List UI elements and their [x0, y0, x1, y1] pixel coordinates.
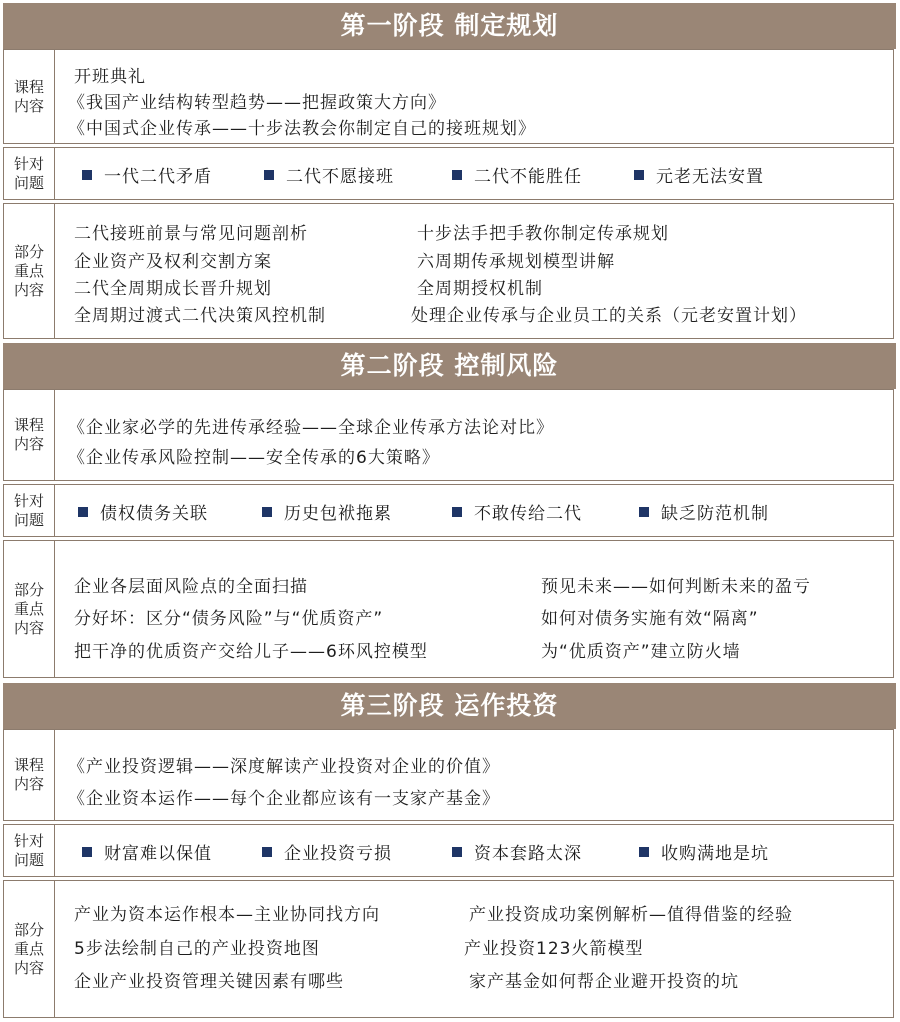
key-item: 5步法绘制自己的产业投资地图 [74, 939, 320, 959]
issue-item: 一代二代矛盾 [82, 162, 212, 187]
key-label: 部分重点内容 [4, 881, 55, 1017]
key-item: 企业产业投资管理关键因素有哪些 [74, 972, 344, 992]
course-label: 课程内容 [4, 730, 55, 820]
issue-item: 二代不能胜任 [452, 162, 582, 187]
key-label: 部分重点内容 [4, 541, 55, 677]
key-item: 如何对债务实施有效“隔离” [541, 609, 759, 629]
course-item: 《企业资本运作——每个企业都应该有一支家产基金》 [68, 789, 500, 809]
square-bullet-icon [78, 507, 88, 517]
key-item: 把干净的优质资产交给儿子——6环风控模型 [74, 642, 428, 662]
stage-2-key-row [3, 540, 894, 678]
issue-item: 元老无法安置 [634, 162, 764, 187]
key-item: 企业资产及权利交割方案 [74, 252, 272, 272]
key-item: 二代接班前景与常见问题剖析 [74, 224, 308, 244]
stage-2-course-row [3, 389, 894, 481]
issue-item: 二代不愿接班 [264, 162, 394, 187]
course-label: 课程内容 [4, 50, 55, 143]
target-label: 针对问题 [4, 825, 55, 876]
issue-item: 不敢传给二代 [452, 499, 582, 524]
issue-item: 债权债务关联 [78, 499, 208, 524]
stage-3-target-row [3, 824, 894, 877]
issue-item: 缺乏防范机制 [639, 499, 769, 524]
key-item: 处理企业传承与企业员工的关系（元老安置计划） [411, 306, 807, 326]
course-item: 《产业投资逻辑——深度解读产业投资对企业的价值》 [68, 757, 500, 777]
key-item: 分好坏：区分“债务风险”与“优质资产” [74, 609, 384, 629]
issue-item: 历史包袱拖累 [262, 499, 392, 524]
square-bullet-icon [82, 847, 92, 857]
key-label: 部分重点内容 [4, 204, 55, 338]
key-item: 二代全周期成长晋升规划 [74, 279, 272, 299]
stage-3-course-row [3, 729, 894, 821]
square-bullet-icon [452, 507, 462, 517]
course-item: 《中国式企业传承——十步法教会你制定自己的接班规划》 [68, 119, 536, 139]
stage-3-title: 第三阶段 运作投资 [3, 683, 896, 729]
stage-3-key-row [3, 880, 894, 1018]
stage-1-course-row [3, 49, 894, 144]
course-item: 《我国产业结构转型趋势——把握政策大方向》 [68, 93, 446, 113]
key-item: 家产基金如何帮企业避开投资的坑 [469, 972, 739, 992]
key-item: 全周期过渡式二代决策风控机制 [74, 306, 326, 326]
issue-item: 财富难以保值 [82, 839, 212, 864]
stage-1-key-row [3, 203, 894, 339]
key-item: 为“优质资产”建立防火墙 [541, 642, 741, 662]
square-bullet-icon [262, 847, 272, 857]
key-item: 产业投资成功案例解析—值得借鉴的经验 [469, 905, 793, 925]
square-bullet-icon [264, 170, 274, 180]
course-label: 课程内容 [4, 390, 55, 480]
stage-1-title: 第一阶段 制定规划 [3, 3, 896, 49]
issue-item: 收购满地是坑 [639, 839, 769, 864]
square-bullet-icon [639, 847, 649, 857]
issue-item: 企业投资亏损 [262, 839, 392, 864]
target-label: 针对问题 [4, 148, 55, 199]
key-item: 产业投资123火箭模型 [464, 939, 644, 959]
key-item: 六周期传承规划模型讲解 [417, 252, 615, 272]
square-bullet-icon [639, 507, 649, 517]
stage-1-target-row [3, 147, 894, 200]
key-item: 预见未来——如何判断未来的盈亏 [541, 577, 811, 597]
stage-2-target-row [3, 484, 894, 537]
course-item: 《企业家必学的先进传承经验——全球企业传承方法论对比》 [68, 418, 554, 438]
issue-item: 资本套路太深 [452, 839, 582, 864]
stage-2-title: 第二阶段 控制风险 [3, 343, 896, 389]
key-item: 十步法手把手教你制定传承规划 [417, 224, 669, 244]
key-item: 企业各层面风险点的全面扫描 [74, 577, 308, 597]
square-bullet-icon [452, 847, 462, 857]
key-item: 全周期授权机制 [417, 279, 543, 299]
square-bullet-icon [82, 170, 92, 180]
course-item: 《企业传承风险控制——安全传承的6大策略》 [68, 448, 440, 468]
square-bullet-icon [262, 507, 272, 517]
square-bullet-icon [634, 170, 644, 180]
key-item: 产业为资本运作根本—主业协同找方向 [74, 905, 380, 925]
target-label: 针对问题 [4, 485, 55, 536]
course-item: 开班典礼 [74, 67, 146, 87]
square-bullet-icon [452, 170, 462, 180]
